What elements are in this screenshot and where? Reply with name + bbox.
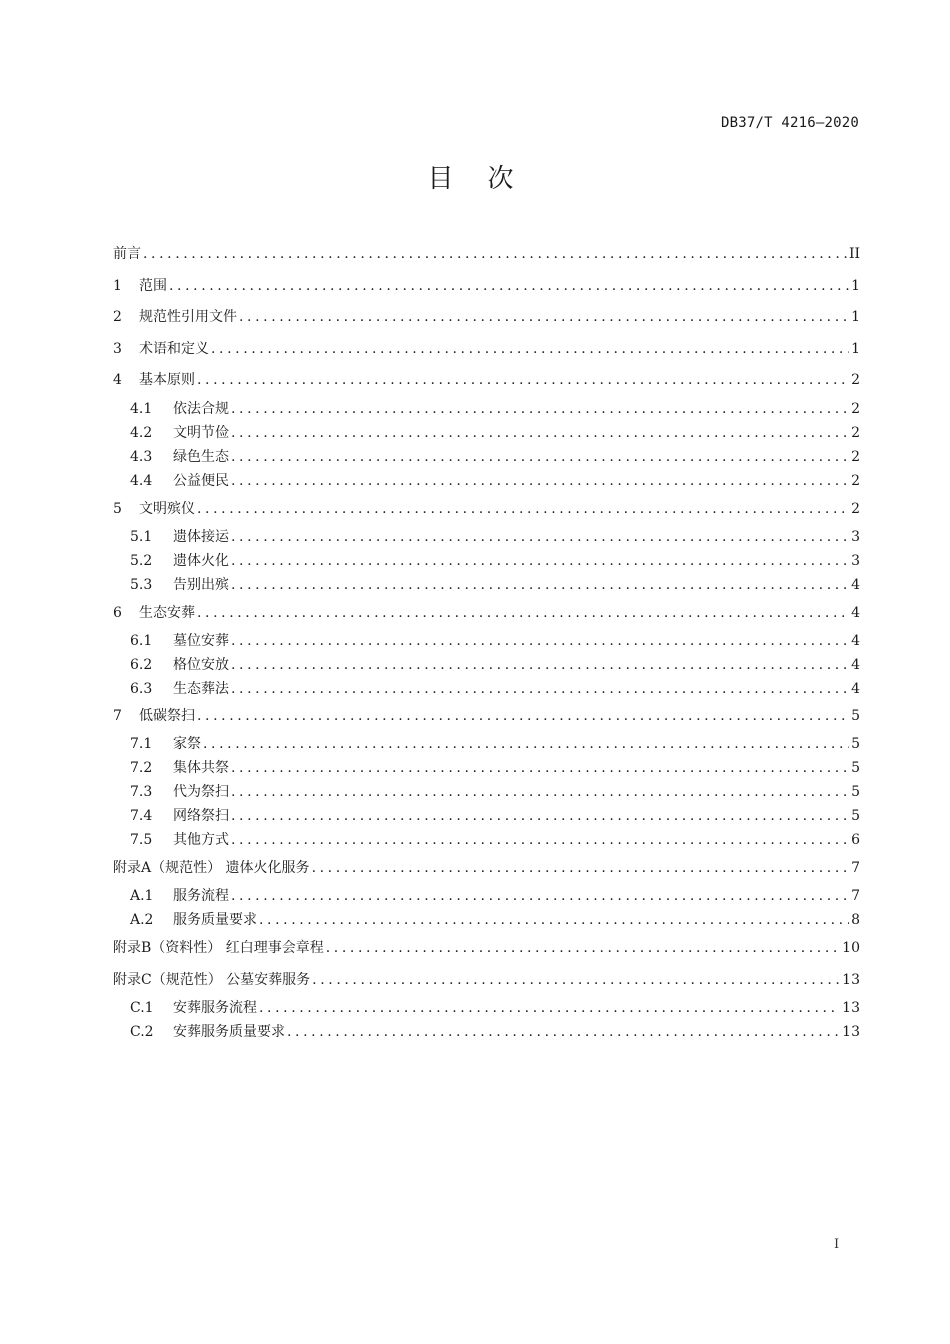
entry-label: 公益便民 — [173, 473, 229, 489]
entry-number: 5.1 — [130, 529, 153, 545]
entry-page: 5 — [851, 808, 860, 824]
toc-entry-5-3[interactable] — [130, 571, 860, 595]
dot-leader — [231, 471, 849, 491]
entry-label: 附录B（资料性） 红白理事会章程 — [113, 940, 324, 956]
entry-number: 4.1 — [130, 401, 153, 417]
entry-label: 基本原则 — [139, 372, 195, 388]
entry-page: 2 — [851, 401, 860, 417]
entry-page: 13 — [842, 972, 860, 988]
entry-page: 2 — [851, 425, 860, 441]
entry-page: 6 — [851, 832, 860, 848]
entry-label: 代为祭扫 — [173, 784, 229, 800]
entry-label: 依法合规 — [173, 401, 229, 417]
dot-leader — [231, 551, 849, 571]
entry-page: 1 — [851, 309, 860, 325]
entry-label: 生态葬法 — [173, 681, 229, 697]
dot-leader — [231, 423, 849, 443]
dot-leader — [197, 370, 849, 390]
entry-number: A.1 — [130, 888, 154, 904]
dot-leader — [312, 970, 840, 990]
dot-leader — [287, 1022, 840, 1042]
toc-entry-foreword[interactable] — [113, 240, 860, 264]
entry-label: 告别出殡 — [173, 577, 229, 593]
entry-label: 墓位安葬 — [173, 633, 229, 649]
dot-leader — [312, 858, 850, 878]
entry-label: 绿色生态 — [173, 449, 229, 465]
entry-page: II — [848, 246, 860, 262]
entry-number: 4.2 — [130, 425, 153, 441]
entry-label: 安葬服务质量要求 — [173, 1024, 285, 1040]
toc-entry-scope[interactable] — [113, 272, 860, 296]
entry-page: 2 — [851, 449, 860, 465]
entry-page: 2 — [851, 473, 860, 489]
toc-entry-appendix-c[interactable] — [113, 966, 860, 990]
entry-number: 6.2 — [130, 657, 153, 673]
entry-number: 7.1 — [130, 736, 153, 752]
dot-leader — [231, 631, 849, 651]
toc-entry-c-2[interactable] — [130, 1018, 860, 1042]
dot-leader — [231, 886, 849, 906]
entry-label: 服务流程 — [173, 888, 229, 904]
entry-page: 5 — [851, 736, 860, 752]
entry-label: 其他方式 — [173, 832, 229, 848]
dot-leader — [231, 758, 849, 778]
entry-number: 1 — [113, 278, 122, 294]
entry-page: 2 — [851, 372, 860, 388]
toc-title: 目次 — [427, 164, 548, 194]
entry-label: 文明殡仪 — [139, 501, 195, 517]
entry-number: 6.3 — [130, 681, 153, 697]
entry-label: 网络祭扫 — [173, 808, 229, 824]
dot-leader — [231, 399, 849, 419]
entry-label: 遗体火化 — [173, 553, 229, 569]
dot-leader — [231, 782, 849, 802]
entry-number: 3 — [113, 341, 122, 357]
entry-number: 7.5 — [130, 832, 153, 848]
entry-number: A.2 — [130, 912, 154, 928]
dot-leader — [211, 339, 849, 359]
page-number: I — [834, 1237, 840, 1252]
dot-leader — [231, 830, 849, 850]
toc-entry-a-1[interactable] — [130, 882, 860, 906]
entry-page: 4 — [851, 681, 860, 697]
toc-entry-ecological-burial[interactable] — [113, 599, 860, 623]
toc-entry-4-3[interactable] — [130, 443, 860, 467]
entry-page: 4 — [851, 633, 860, 649]
toc-entry-a-2[interactable] — [130, 906, 860, 930]
entry-page: 1 — [851, 278, 860, 294]
entry-page: 10 — [842, 940, 860, 956]
entry-page: 13 — [842, 1000, 860, 1016]
toc-entry-4-4[interactable] — [130, 467, 860, 491]
dot-leader — [203, 734, 849, 754]
toc-entry-6-1[interactable] — [130, 627, 860, 651]
entry-number: 6 — [113, 605, 122, 621]
dot-leader — [239, 307, 849, 327]
entry-label: 家祭 — [173, 736, 201, 752]
toc-entry-appendix-b[interactable] — [113, 934, 860, 958]
entry-page: 5 — [851, 708, 860, 724]
entry-number: 7.2 — [130, 760, 153, 776]
toc-entry-c-1[interactable] — [130, 994, 860, 1018]
entry-number: 6.1 — [130, 633, 153, 649]
toc-entry-6-3[interactable] — [130, 675, 860, 699]
toc-entry-4-1[interactable] — [130, 395, 860, 419]
entry-page: 13 — [842, 1024, 860, 1040]
toc-entry-7-2[interactable] — [130, 754, 860, 778]
entry-label: 文明节俭 — [173, 425, 229, 441]
entry-label: 附录C（规范性） 公墓安葬服务 — [113, 972, 311, 988]
dot-leader — [143, 244, 847, 264]
entry-label: 规范性引用文件 — [139, 309, 237, 325]
entry-label: 范围 — [139, 278, 167, 294]
entry-number: 7.4 — [130, 808, 153, 824]
entry-page: 2 — [851, 501, 860, 517]
dot-leader — [197, 499, 849, 519]
entry-page: 8 — [851, 912, 860, 928]
entry-number: 7 — [113, 708, 122, 724]
toc-entry-4-2[interactable] — [130, 419, 860, 443]
entry-number: 5.3 — [130, 577, 153, 593]
toc-entry-7-3[interactable] — [130, 778, 860, 802]
dot-leader — [231, 655, 849, 675]
dot-leader — [259, 998, 840, 1018]
entry-number: 4.4 — [130, 473, 153, 489]
toc-entry-basic-principles[interactable] — [113, 366, 860, 390]
toc-entry-appendix-a[interactable] — [113, 854, 860, 878]
entry-number: C.2 — [130, 1024, 154, 1040]
entry-page: 7 — [851, 860, 860, 876]
dot-leader — [231, 806, 849, 826]
entry-number: 7.3 — [130, 784, 153, 800]
entry-page: 4 — [851, 605, 860, 621]
entry-page: 4 — [851, 657, 860, 673]
entry-number: C.1 — [130, 1000, 154, 1016]
dot-leader — [231, 679, 849, 699]
entry-label: 前言 — [113, 246, 141, 262]
dot-leader — [259, 910, 849, 930]
toc-entry-7-1[interactable] — [130, 730, 860, 754]
entry-page: 7 — [851, 888, 860, 904]
entry-label: 服务质量要求 — [173, 912, 257, 928]
entry-label: 生态安葬 — [139, 605, 195, 621]
toc-entry-7-4[interactable] — [130, 802, 860, 826]
entry-label: 遗体接运 — [173, 529, 229, 545]
entry-label: 术语和定义 — [139, 341, 209, 357]
toc-entry-low-carbon-worship[interactable] — [113, 702, 860, 726]
toc-entry-civilized-funeral[interactable] — [113, 495, 860, 519]
toc-entry-terms[interactable] — [113, 335, 860, 359]
toc-entry-7-5[interactable] — [130, 826, 860, 850]
dot-leader — [169, 276, 849, 296]
dot-leader — [197, 603, 849, 623]
entry-label: 附录A（规范性） 遗体火化服务 — [113, 860, 310, 876]
entry-number: 4.3 — [130, 449, 153, 465]
entry-page: 4 — [851, 577, 860, 593]
entry-number: 2 — [113, 309, 122, 325]
entry-page: 3 — [851, 529, 860, 545]
entry-label: 安葬服务流程 — [173, 1000, 257, 1016]
dot-leader — [231, 447, 849, 467]
entry-page: 1 — [851, 341, 860, 357]
toc-entry-6-2[interactable] — [130, 651, 860, 675]
entry-page: 5 — [851, 784, 860, 800]
entry-label: 格位安放 — [173, 657, 229, 673]
entry-number: 4 — [113, 372, 122, 388]
toc-entry-5-1[interactable] — [130, 523, 860, 547]
entry-number: 5 — [113, 501, 122, 517]
dot-leader — [326, 938, 840, 958]
toc-entry-normative-references[interactable] — [113, 303, 860, 327]
document-code: DB37/T 4216—2020 — [720, 115, 859, 131]
dot-leader — [197, 706, 849, 726]
entry-page: 5 — [851, 760, 860, 776]
entry-page: 3 — [851, 553, 860, 569]
toc-entry-5-2[interactable] — [130, 547, 860, 571]
dot-leader — [231, 575, 849, 595]
entry-number: 5.2 — [130, 553, 153, 569]
dot-leader — [231, 527, 849, 547]
entry-label: 集体共祭 — [173, 760, 229, 776]
entry-label: 低碳祭扫 — [139, 708, 195, 724]
